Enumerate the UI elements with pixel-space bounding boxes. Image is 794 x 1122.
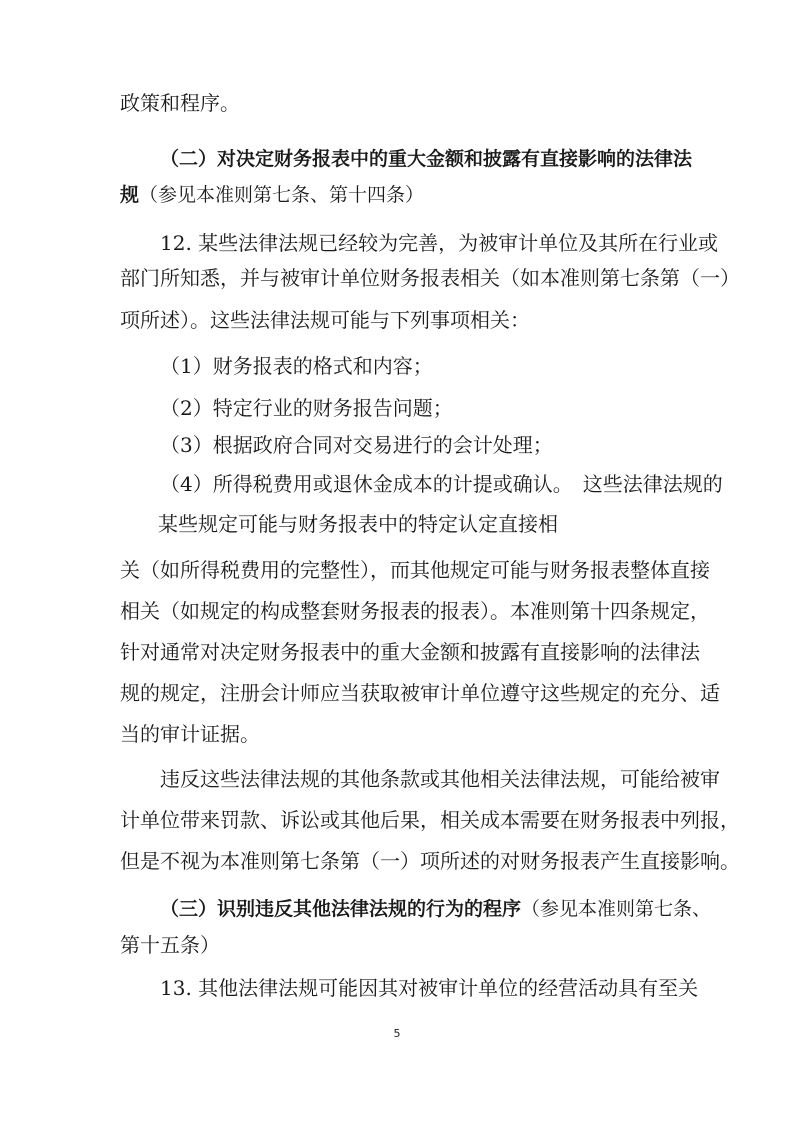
paragraph-line: 规的规定，注册会计师应当获取被审计单位遵守这些规定的充分、适	[120, 681, 720, 705]
paragraph-line: 12. 某些法律法规已经较为完善，为被审计单位及其所在行业或	[160, 231, 719, 255]
paragraph-line: 违反这些法律法规的其他条款或其他相关法律法规，可能给被审	[160, 767, 720, 791]
paragraph-line: 关（如所得税费用的完整性），而其他规定可能与财务报表整体直接	[120, 558, 710, 582]
list-item: （3）根据政府合同对交易进行的会计处理；	[160, 433, 553, 457]
list-item: （4）所得税费用或退休金成本的计提或确认。 这些法律法规的	[160, 472, 723, 496]
paragraph-line: 政策和程序。	[120, 91, 240, 115]
paragraph-line: 相关（如规定的构成整套财务报表的报表）。本准则第十四条规定，	[120, 599, 710, 623]
paragraph-line: 但是不视为本准则第七条第（一）项所述的对财务报表产生直接影响。	[120, 849, 740, 873]
paragraph-line: 项所述）。这些法律法规可能与下列事项相关：	[120, 308, 530, 332]
paragraph-line: 某些规定可能与财务报表中的特定认定直接相	[158, 512, 558, 536]
section-heading-3: （三）识别违反其他法律法规的行为的程序	[160, 898, 522, 920]
list-item: （2）特定行业的财务报告问题；	[160, 396, 453, 420]
paragraph-line: 计单位带来罚款、诉讼或其他后果，相关成本需要在财务报表中列报，	[120, 808, 740, 832]
section-heading-3-line	[160, 894, 712, 923]
section-reference-2: （参见本准则第七条、第十四条）	[139, 184, 425, 206]
page-number: 5	[393, 1027, 401, 1040]
section-reference-3: （参见本准则第七条、	[521, 898, 712, 920]
paragraph-line: 部门所知悉，并与被审计单位财务报表相关（如本准则第七条第（一）	[120, 266, 740, 290]
section-heading-2-tail: 规	[120, 184, 140, 206]
list-item: （1）财务报表的格式和内容；	[160, 354, 433, 378]
section-heading-2: （二）对决定财务报表中的重大金额和披露有直接影响的法律法	[160, 148, 693, 170]
paragraph-line: 当的审计证据。	[120, 722, 260, 746]
section-heading-2-continuation	[120, 180, 680, 209]
paragraph-line: 13. 其他法律法规可能因其对被审计单位的经营活动具有至关	[160, 976, 699, 1000]
paragraph-line: 针对通常对决定财务报表中的重大金额和披露有直接影响的法律法	[120, 640, 700, 664]
paragraph-line: 第十五条）	[120, 933, 220, 957]
